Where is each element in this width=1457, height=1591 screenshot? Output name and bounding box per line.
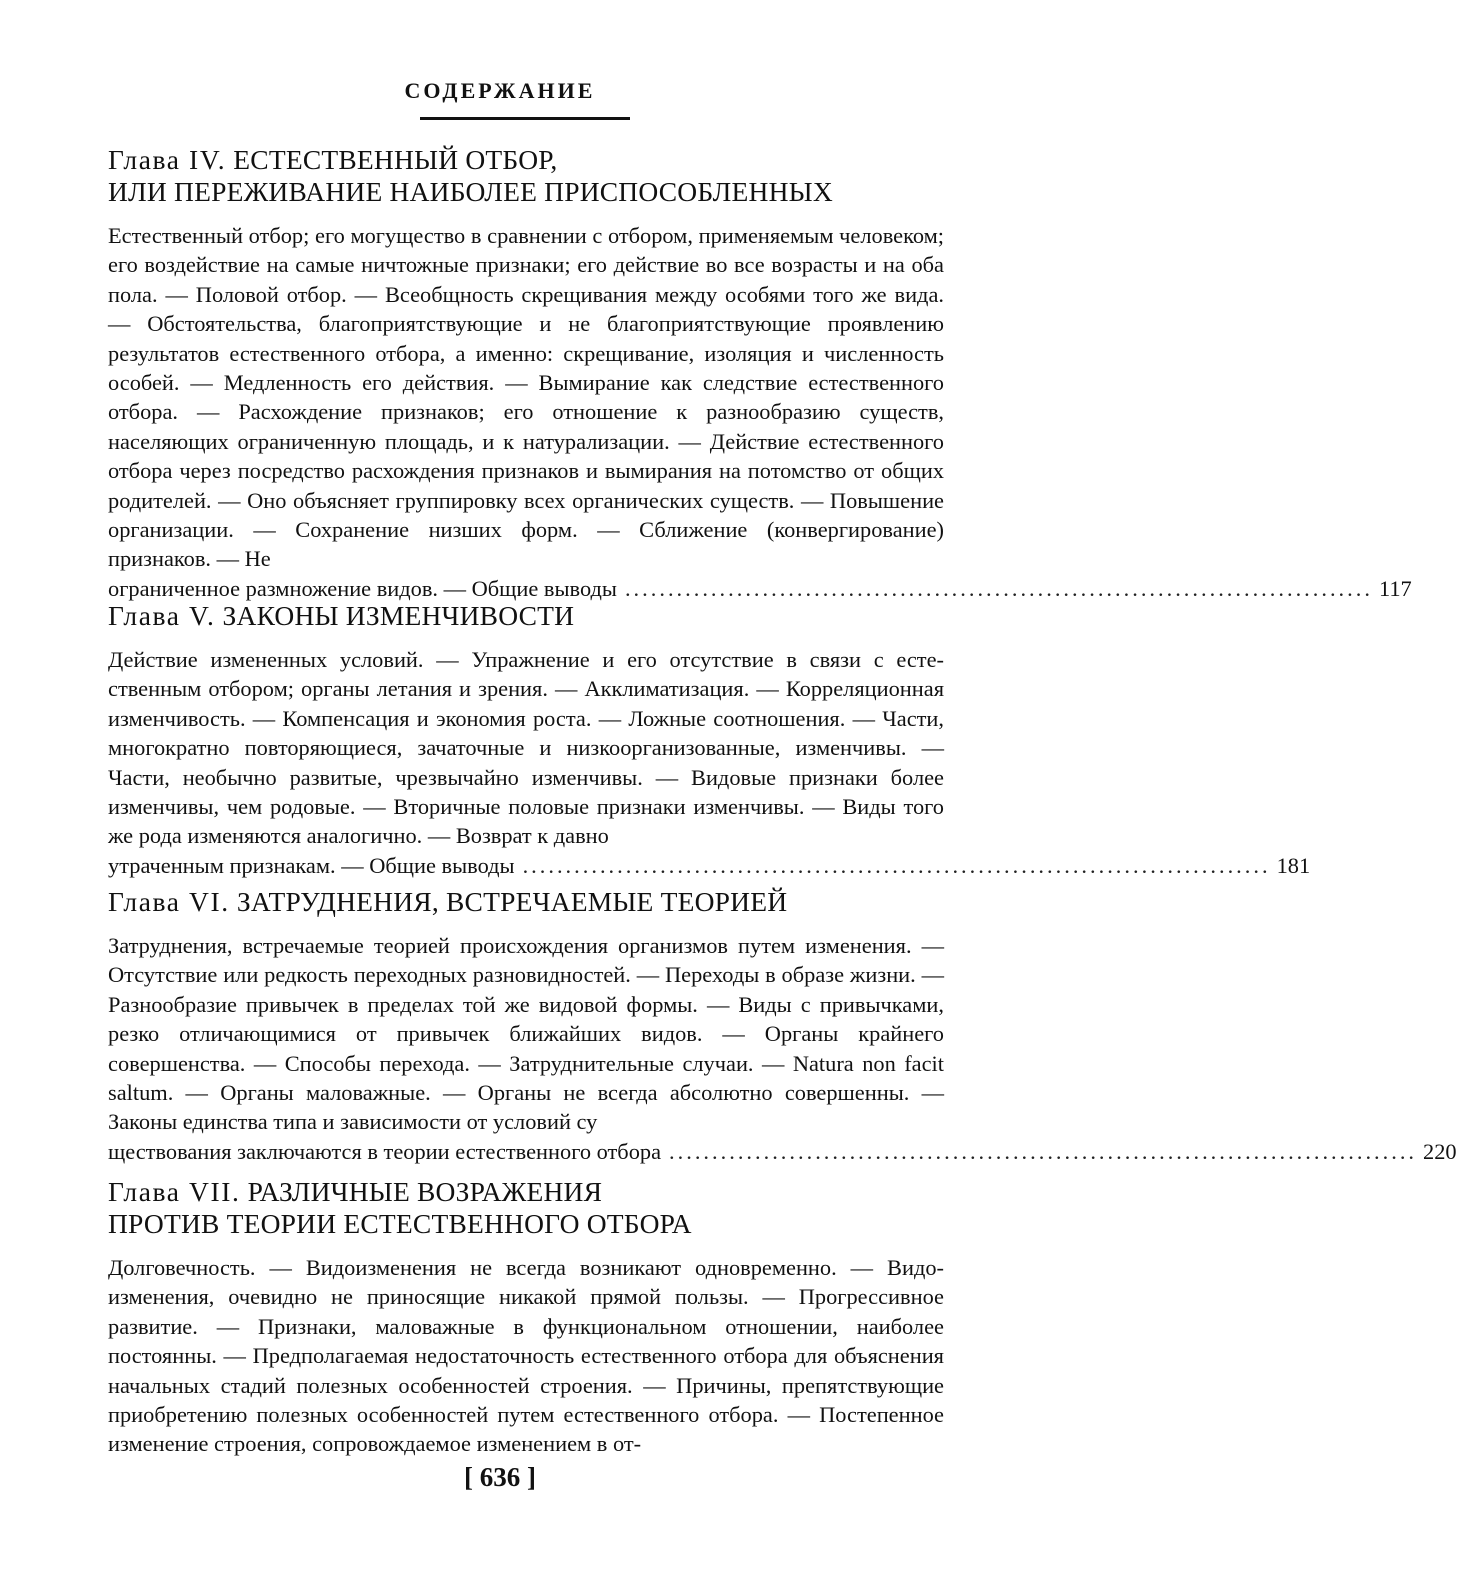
chapter-7-entry: [108, 1176, 944, 1459]
chapter-4-page-line: [108, 574, 1412, 603]
chapter-5-entry: [108, 600, 1311, 880]
chapter-4-title-line2: ИЛИ ПЕРЕЖИВАНИЕ НАИБОЛЕЕ ПРИСПОСОБЛЕННЫХ: [108, 176, 833, 207]
chapter-7-summary: Долговечность. — Видоизменения не всегда возникают одновременно. — Видоизменения, очевидно не приносящие никакой прямой пользы. — Прогрессивное развитие. — Признаки, маловажные в функциональном отношении, наиболее постоянны. — Предполагаемая недостаточность естественного отбора для объяснения начальных стадий полезных особенностей строения. — Причины, препятствующие приобретению полезных особенностей путем естественного отбора. — Постепенное изменение строения, сопровождаемое изменением в от-: [108, 1255, 944, 1457]
chapter-6-page-number: 220: [1423, 1138, 1457, 1164]
dot-leader: .......................................................................................: [624, 575, 1373, 601]
chapter-7-title-line2: ПРОТИВ ТЕОРИИ ЕСТЕСТВЕННОГО ОТБОРА: [108, 1208, 692, 1239]
chapter-5-summary: Действие измененных условий. — Упражнение и его отсутствие в связи с естественным отбором; органы летания и зрения. — Акклиматизация. — Корреляционная изменчивость. — Компенсация и экономия роста. — Ложные соотношения. — Части, многократно повторяющиеся, зачаточные и низкоорганизованные, изменчивы. — Части, необычно развитые, чрезвычайно изменчивы. — Видовые признаки более изменчивы, чем родовые. — Вторичные половые признаки изменчивы. — Виды того же рода изменяются аналогично. — Возврат к давно: [108, 647, 944, 849]
chapter-4-title-line1: ЕСТЕСТВЕННЫЙ ОТБОР,: [233, 144, 558, 175]
dot-leader: .......................................................................................: [669, 1138, 1418, 1164]
chapter-4-label: Глава IV.: [108, 144, 227, 175]
chapter-4-title: [108, 144, 944, 208]
running-head: СОДЕРЖАНИЕ: [404, 78, 596, 103]
chapter-6-title-line1: ЗАТРУДНЕНИЯ, ВСТРЕЧАЕМЫЕ ТЕОРИЕЙ: [236, 886, 788, 917]
chapter-7-title: [108, 1176, 944, 1240]
chapter-7-label: Глава VII.: [108, 1176, 241, 1207]
chapter-6-title: [108, 886, 944, 918]
chapter-5-page-line: [108, 851, 1311, 880]
chapter-6-page-line: [108, 1137, 1457, 1166]
chapter-5-title: [108, 600, 944, 632]
chapter-6-entry: [108, 886, 1457, 1166]
chapter-5-page-number: 181: [1276, 852, 1311, 878]
chapter-6-summary-end: ществования заключаются в теории естественного отбора: [108, 1138, 662, 1164]
dot-leader: .......................................................................................: [522, 852, 1271, 878]
chapter-5-title-line1: ЗАКОНЫ ИЗМЕНЧИВОСТИ: [222, 600, 575, 631]
chapter-6-label: Глава VI.: [108, 886, 230, 917]
chapter-6-summary: Затруднения, встречаемые теорией происхождения организмов путем изменения. — Отсутствие или редкость переходных разновидностей. — Переходы в образе жизни. — Разнообразие привычек в пределах той же видовой формы. — Виды с привычками, резко отличающимися от привычек ближайших видов. — Органы крайнего совершенства. — Способы перехода. — Затруднительные случаи. — Natura non facit saltum. — Органы маловажные. — Органы не всегда абсолютно совершенны. — Законы единства типа и зависимости от условий су: [108, 933, 944, 1135]
chapter-7-title-line1: РАЗЛИЧНЫЕ ВОЗРАЖЕНИЯ: [247, 1176, 603, 1207]
chapter-4-entry: [108, 144, 1412, 603]
chapter-4-page-number: 117: [1378, 575, 1412, 601]
chapter-5-summary-end: утраченным признакам. — Общие выводы: [108, 852, 515, 878]
chapter-5-label: Глава V.: [108, 600, 216, 631]
chapter-4-summary: Естественный отбор; его могущество в сравнении с отбором, применяемым человеком; его воздействие на самые ничтожные признаки; его действие во все возрасты и на оба пола. — Половой отбор. — Всеобщность скрещивания между особями того же вида. — Обстоятельства, благоприятствующие и не благоприятствующие проявлению результатов естественного отбора, а именно: скрещивание, изоляция и численность особей. — Медленность его действия. — Вымирание как следствие естественного отбора. — Расхождение признаков; его отношение к разнообразию существ, населяющих ограниченную площадь, и к натурализации. — Действие естественного отбора через посредство расхождения признаков и вымирания на потомство от общих родителей. — Оно объясняет группировку всех органических существ. — Повышение организации. — Сохранение низших форм. — Сближение (конвергирование) признаков. — Не: [108, 223, 944, 572]
chapter-4-summary-end: ограниченное размножение видов. — Общие выводы: [108, 575, 617, 601]
running-head-rule: [420, 117, 630, 120]
page-number: [ 636 ]: [464, 1462, 536, 1492]
